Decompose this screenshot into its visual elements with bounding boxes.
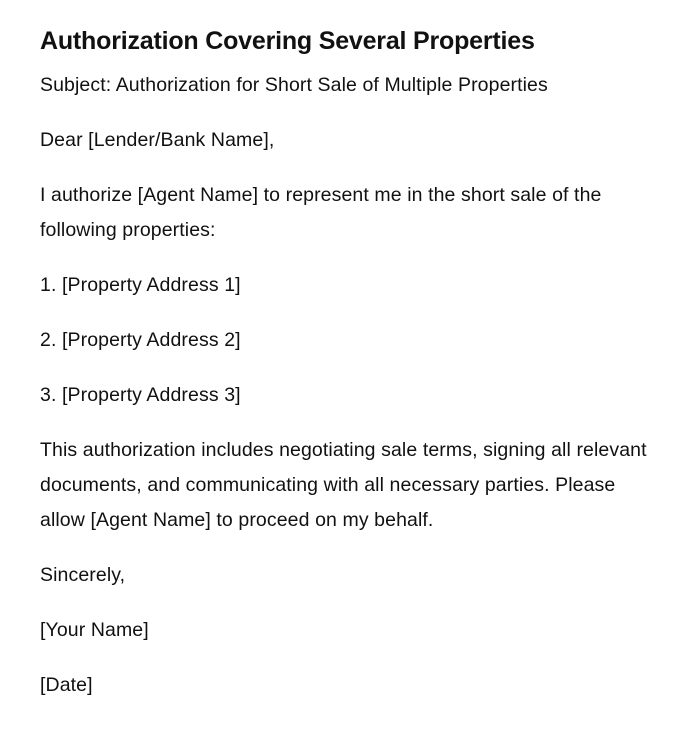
closing: Sincerely,	[40, 564, 126, 586]
property-item-1: 1. [Property Address 1]	[40, 274, 241, 296]
property-item-2: 2. [Property Address 2]	[40, 329, 241, 351]
subject-line: Subject: Authorization for Short Sale of Multiple Properties	[40, 74, 548, 96]
document-title: Authorization Covering Several Properties	[40, 27, 535, 55]
intro-paragraph: I authorize [Agent Name] to represent me in the short sale of the following properties:	[40, 184, 602, 241]
body-paragraph: This authorization includes negotiating sale terms, signing all relevant documents, and communicating with all necessary parties. Please allow [Agent Name] to proceed on my behalf.	[40, 439, 647, 531]
signature-date: [Date]	[40, 674, 93, 696]
property-item-3: 3. [Property Address 3]	[40, 384, 241, 406]
salutation: Dear [Lender/Bank Name],	[40, 129, 275, 151]
signature-name: [Your Name]	[40, 619, 149, 641]
